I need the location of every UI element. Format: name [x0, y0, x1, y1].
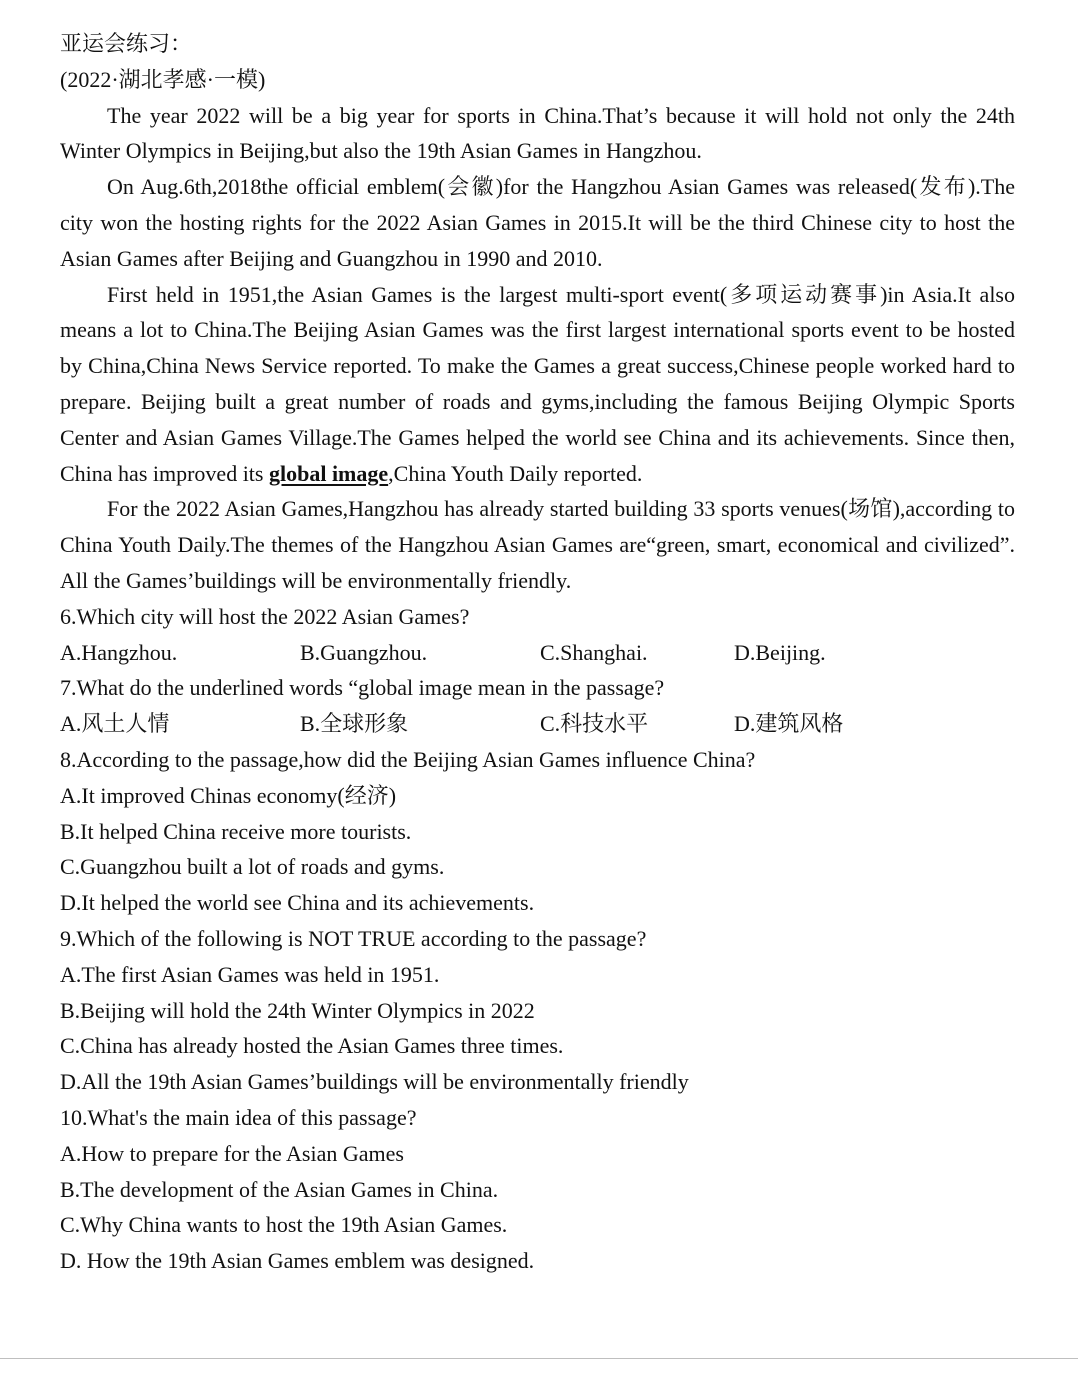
question-7-stem: 7.What do the underlined words “global image mean in the passage?: [60, 675, 665, 701]
question-9-option-c: C.China has already hosted the Asian Games three times.: [60, 1033, 564, 1059]
passage-paragraph-4: For the 2022 Asian Games,Hangzhou has already started building 33 sports venues(场馆),according to China Youth Daily.The themes of the Hangzhou Asian Games are“green, smart, economical and civilized”. All the Games’buildings will be environmentally friendly.: [60, 496, 1015, 593]
passage-paragraph-3: [60, 277, 1015, 492]
question-9-stem: 9.Which of the following is NOT TRUE according to the passage?: [60, 925, 647, 951]
passage-paragraph-1: The year 2022 will be a big year for sports in China.That’s because it will hold not only the 24th Winter Olympics in Beijing,but also the 19th Asian Games in Hangzhou.: [60, 102, 1015, 164]
question-7-options: [60, 706, 1015, 742]
exam-source: (2022·湖北孝感·一模): [60, 66, 266, 92]
question-9-option-d: D.All the 19th Asian Games’buildings will be environmentally friendly: [60, 1069, 689, 1095]
underlined-phrase: global image: [268, 460, 389, 486]
question-8-option-d: D.It helped the world see China and its achievements.: [60, 890, 535, 916]
question-10-option-c: C.Why China wants to host the 19th Asian Games.: [60, 1212, 508, 1238]
paragraph-3-text-after: ,China Youth Daily reported.: [388, 460, 643, 486]
section-title: 亚运会练习：: [60, 31, 193, 56]
question-10-option-b: B.The development of the Asian Games in China.: [60, 1176, 499, 1202]
document-content: [60, 26, 1015, 1279]
question-10-option-a: A.How to prepare for the Asian Games: [60, 1140, 404, 1166]
question-9-option-a: A.The first Asian Games was held in 1951.: [60, 961, 440, 987]
question-7-option-d: D.建筑风格: [734, 711, 844, 737]
question-6-option-d: D.Beijing.: [734, 639, 826, 665]
page-bottom-divider: [0, 1358, 1078, 1359]
passage-paragraph-2: On Aug.6th,2018the official emblem(会徽)for the Hangzhou Asian Games was released(发布).The city won the hosting rights for the 2022 Asian Games in 2015.It will be the third Chinese city to host the Asian Games after Beijing and Guangzhou in 1990 and 2010.: [60, 174, 1015, 271]
question-8-option-b: B.It helped China receive more tourists.: [60, 818, 412, 844]
paragraph-3-text-before: First held in 1951,the Asian Games is the largest multi-sport event(多项运动赛事)in Asia.It also means a lot to China.The Beijing Asian Games was the first largest international sports event to be hosted by China,China News Service reported. To make the Games a great success,Chinese people worked hard to prepare. Beijing built a great number of roads and gyms,including the famous Beijing Olympic Sports Center and Asian Games Village.The Games helped the world see China and its achievements. Since then, China has improved its: [60, 281, 1015, 486]
question-6-option-c: C.Shanghai.: [540, 639, 648, 665]
question-10-stem: 10.What's the main idea of this passage?: [60, 1104, 417, 1130]
question-7-option-c: C.科技水平: [540, 711, 649, 737]
question-10-option-d: D. How the 19th Asian Games emblem was designed.: [60, 1248, 535, 1274]
question-7-option-a: A.风土人情: [60, 711, 170, 737]
question-6-stem: 6.Which city will host the 2022 Asian Games?: [60, 603, 470, 629]
question-7-option-b: B.全球形象: [300, 711, 409, 737]
question-8-stem: 8.According to the passage,how did the Beijing Asian Games influence China?: [60, 746, 756, 772]
question-8-option-a: A.It improved Chinas economy(经济): [60, 782, 397, 808]
question-9-option-b: B.Beijing will hold the 24th Winter Olympics in 2022: [60, 997, 535, 1023]
question-6-options: [60, 635, 1015, 671]
question-6-option-b: B.Guangzhou.: [300, 639, 428, 665]
question-6-option-a: A.Hangzhou.: [60, 639, 178, 665]
question-8-option-c: C.Guangzhou built a lot of roads and gyms.: [60, 854, 445, 880]
